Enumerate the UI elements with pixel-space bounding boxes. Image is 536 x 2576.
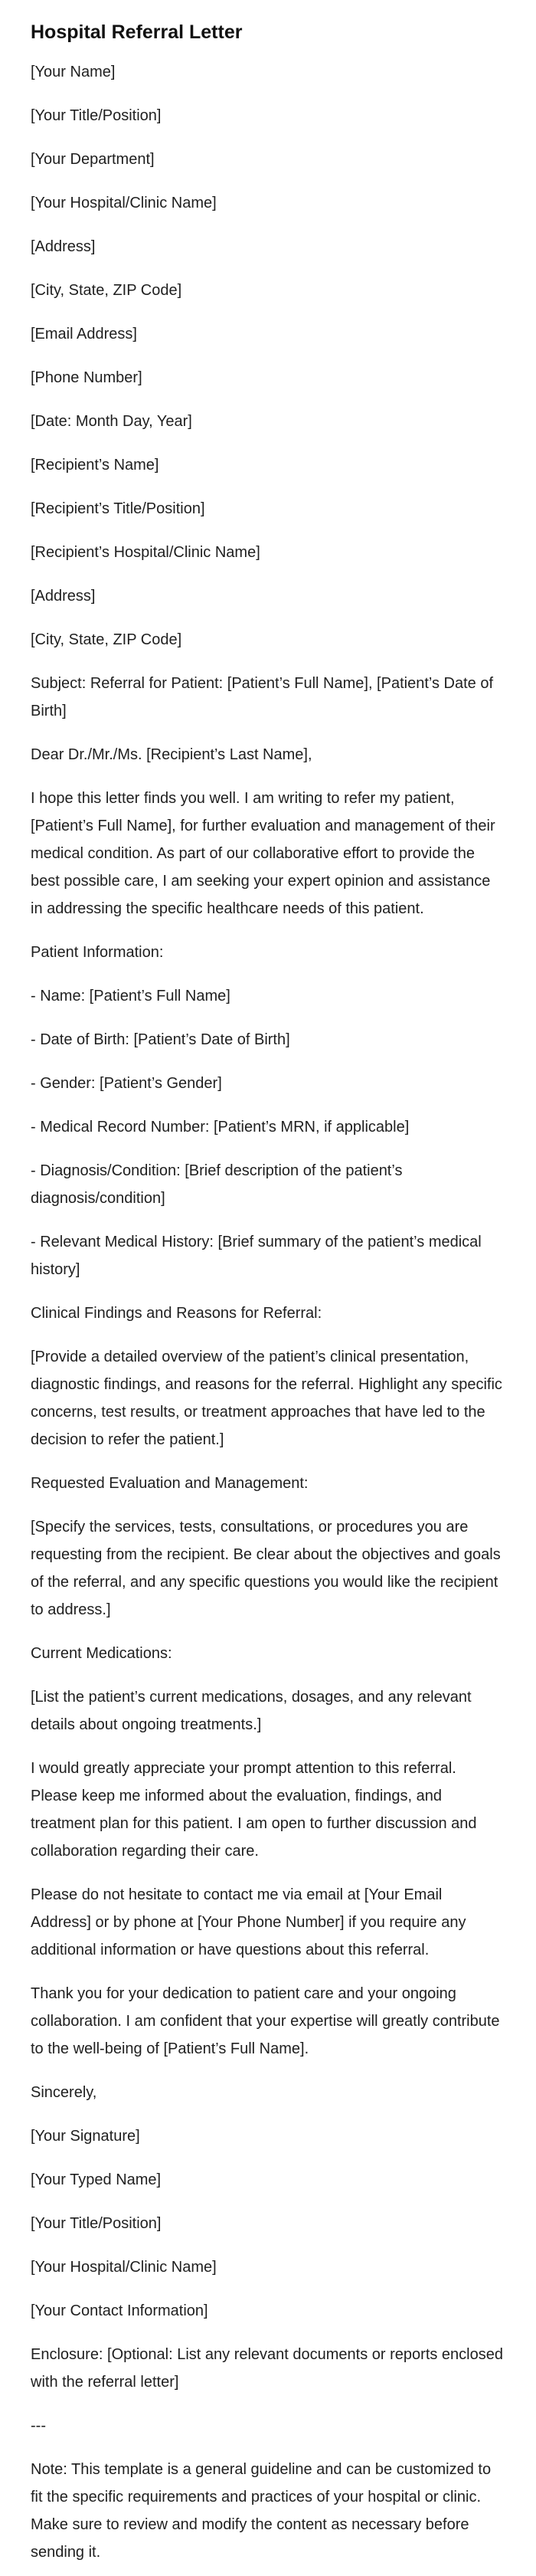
sender-phone: [Phone Number]: [31, 369, 142, 386]
typed-name: [Your Typed Name]: [31, 2171, 162, 2188]
requested-evaluation-paragraph: [Specify the services, tests, consultations, or procedures you are requesting from the recipient. Be clear about the objectives and goals of the referral, and any specific questions you would like the recipient to address.]: [31, 1519, 501, 1618]
patient-history-item: - Relevant Medical History: [Brief summary of the patient’s medical history]: [31, 1234, 482, 1278]
salutation: Dear Dr./Mr./Ms. [Recipient’s Last Name],: [31, 746, 312, 763]
recipient-address: [Address]: [31, 588, 96, 605]
document-title: Hospital Referral Letter: [31, 21, 243, 43]
signoff-contact: [Your Contact Information]: [31, 2302, 208, 2319]
subject-line: Subject: Referral for Patient: [Patient’s Full Name], [Patient’s Date of Birth]: [31, 675, 493, 719]
contact-paragraph: Please do not hesitate to contact me via email at [Your Email Address] or by phone at [Your Phone Number] if you require any additional information or have questions about this referral.: [31, 1886, 466, 1958]
patient-mrn-item: - Medical Record Number: [Patient’s MRN, if applicable]: [31, 1119, 410, 1136]
sender-department: [Your Department]: [31, 151, 155, 168]
sender-city: [City, State, ZIP Code]: [31, 282, 182, 299]
letter-date: [Date: Month Day, Year]: [31, 413, 192, 430]
sender-name: [Your Name]: [31, 64, 116, 80]
separator-line: ---: [31, 2417, 46, 2434]
clinical-findings-heading: Clinical Findings and Reasons for Referral:: [31, 1305, 322, 1322]
intro-paragraph: I hope this letter finds you well. I am writing to refer my patient, [Patient’s Full Name], for further evaluation and management of their medical condition. As part of our collaborative effort to provide the best possible care, I am seeking your expert opinion and assistance in addressing the specific healthcare needs of this patient.: [31, 790, 495, 917]
current-medications-paragraph: [List the patient’s current medications, dosages, and any relevant details about ongoing treatments.]: [31, 1689, 472, 1733]
patient-diagnosis-item: - Diagnosis/Condition: [Brief description of the patient’s diagnosis/condition]: [31, 1162, 403, 1207]
patient-info-heading: Patient Information:: [31, 944, 164, 961]
current-medications-heading: Current Medications:: [31, 1645, 172, 1662]
enclosure-line: Enclosure: [Optional: List any relevant documents or reports enclosed with the referral letter]: [31, 2346, 503, 2391]
sender-title: [Your Title/Position]: [31, 107, 162, 124]
patient-dob-item: - Date of Birth: [Patient’s Date of Birth]: [31, 1031, 290, 1048]
signoff-title: [Your Title/Position]: [31, 2215, 162, 2232]
sender-address: [Address]: [31, 238, 96, 255]
sender-hospital: [Your Hospital/Clinic Name]: [31, 195, 217, 211]
recipient-name: [Recipient’s Name]: [31, 457, 159, 474]
appreciation-paragraph: I would greatly appreciate your prompt attention to this referral. Please keep me informed about the evaluation, findings, and treatment plan for this patient. I am open to further discussion and collaboration regarding their care.: [31, 1760, 477, 1860]
template-note: Note: This template is a general guideline and can be customized to fit the specific requirements and practices of your hospital or clinic. Make sure to review and modify the content as necessary before sending it.: [31, 2461, 492, 2561]
recipient-title: [Recipient’s Title/Position]: [31, 500, 205, 517]
patient-gender-item: - Gender: [Patient’s Gender]: [31, 1075, 222, 1092]
recipient-city: [City, State, ZIP Code]: [31, 631, 182, 648]
requested-evaluation-heading: Requested Evaluation and Management:: [31, 1475, 309, 1492]
patient-name-item: - Name: [Patient’s Full Name]: [31, 988, 230, 1005]
closing: Sincerely,: [31, 2084, 97, 2101]
clinical-findings-paragraph: [Provide a detailed overview of the patient’s clinical presentation, diagnostic findings, and reasons for the referral. Highlight any specific concerns, test results, or treatment approaches that have led to the decision to refer the patient.]: [31, 1349, 502, 1448]
signoff-hospital: [Your Hospital/Clinic Name]: [31, 2259, 217, 2276]
thanks-paragraph: Thank you for your dedication to patient care and your ongoing collaboration. I am confident that your expertise will greatly contribute to the well-being of [Patient’s Full Name].: [31, 1985, 500, 2057]
recipient-hospital: [Recipient’s Hospital/Clinic Name]: [31, 544, 260, 561]
signature-placeholder: [Your Signature]: [31, 2128, 140, 2145]
sender-email: [Email Address]: [31, 326, 137, 342]
